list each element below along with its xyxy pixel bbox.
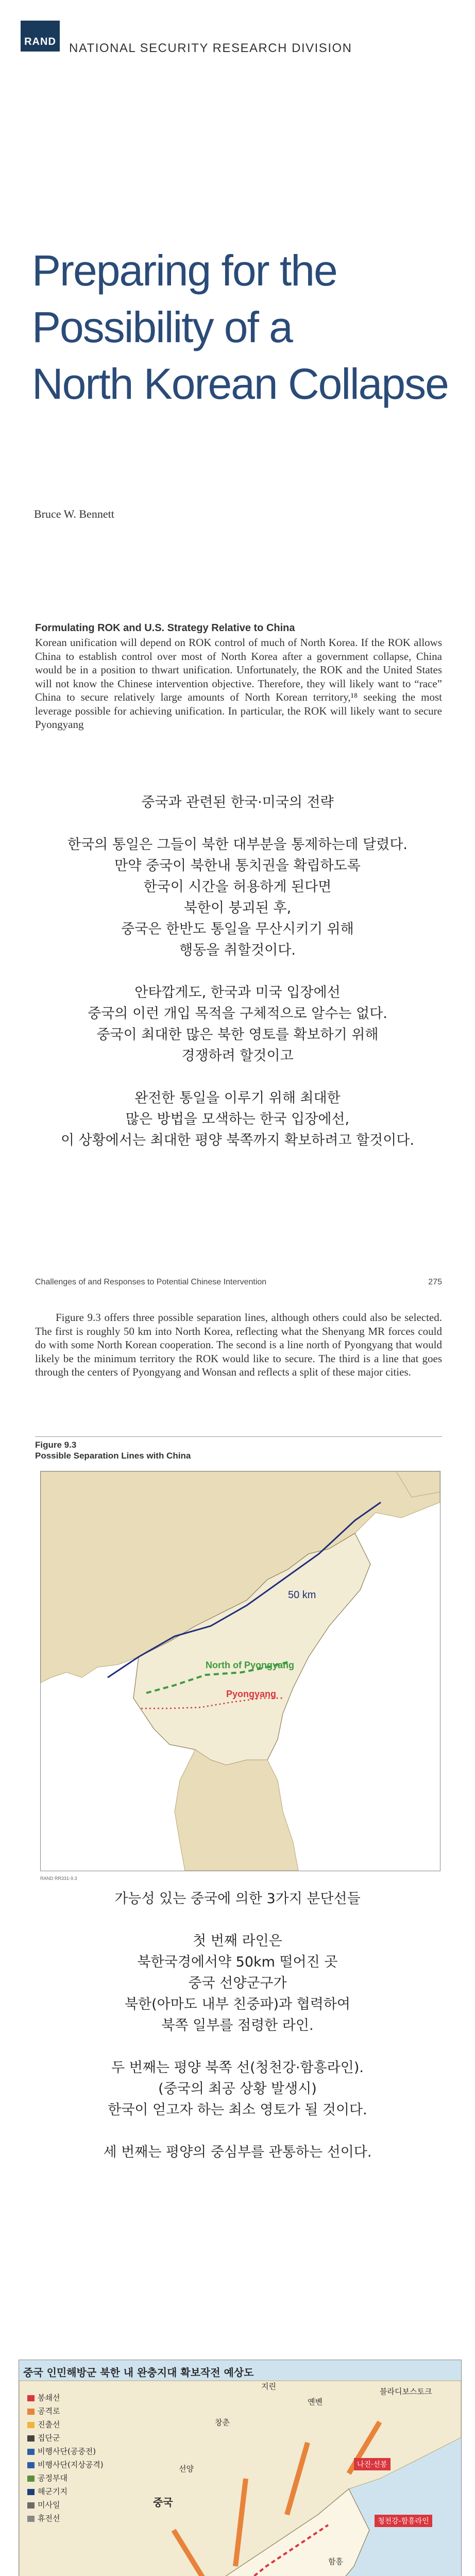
ko1-line: 한국이 시간을 허용하게 된다면 xyxy=(143,879,332,895)
figure-label: Figure 9.3 xyxy=(35,1440,77,1450)
ko1-line: 한국의 통일은 그들이 북한 대부분을 통제하는데 달렸다. xyxy=(67,837,408,853)
label-50km: 50 km xyxy=(288,1589,316,1601)
ko2-line: 세 번째는 평양의 중심부를 관통하는 선이다. xyxy=(103,2144,372,2160)
author: Bruce W. Bennett xyxy=(34,507,114,520)
legend-swatch xyxy=(27,2449,35,2455)
label-pyongyang: Pyongyang xyxy=(226,1689,277,1699)
legend-swatch xyxy=(27,2502,35,2509)
ko1-line: 만약 중국이 북한내 통치권을 확립하도록 xyxy=(114,858,361,874)
label-changchun: 창춘 xyxy=(215,2418,230,2427)
label-rason: 나진·선봉 xyxy=(354,2458,391,2470)
label-china: 중국 xyxy=(153,2496,173,2509)
legend-label: 해군기지 xyxy=(38,2487,67,2496)
report-title xyxy=(32,242,470,412)
excerpt-heading: Formulating ROK and U.S. Strategy Relative to China xyxy=(35,622,295,634)
korean-translation-2 xyxy=(0,1888,475,2163)
legend-swatch xyxy=(27,2409,35,2415)
ko1-line: 중국과 관련된 한국·미국의 전략 xyxy=(141,794,334,810)
ko2-line: 북한국경에서약 50km 떨어진 곳 xyxy=(137,1954,338,1970)
ko1-line xyxy=(0,813,475,834)
label-north-of-pyongyang: North of Pyongyang xyxy=(206,1660,294,1670)
legend-item xyxy=(27,2418,104,2431)
legend-label: 휴전선 xyxy=(38,2514,60,2523)
ko1-line: 완전한 통일을 이루기 위해 최대한 xyxy=(134,1090,341,1106)
legend-item xyxy=(27,2431,104,2445)
legend-label: 비행사단(지상공격) xyxy=(38,2460,104,2469)
legend-swatch xyxy=(27,2435,35,2442)
ko2-line: 가능성 있는 중국에 의한 3가지 분단선들 xyxy=(114,1891,361,1907)
legend-swatch xyxy=(27,2462,35,2468)
legend-swatch xyxy=(27,2422,35,2428)
ko1-line: 북한이 붕괴된 후, xyxy=(183,900,292,916)
pla-map-title: 중국 인민해방군 북한 내 완충지대 확보작전 예상도 xyxy=(23,2366,254,2379)
legend-item xyxy=(27,2512,104,2525)
rand-logo: RAND xyxy=(21,21,60,52)
ko2-line xyxy=(0,1909,475,1930)
label-line-a: 청천강-함흥라인 xyxy=(375,2515,432,2527)
legend-label: 봉쇄선 xyxy=(38,2393,60,2402)
legend-item xyxy=(27,2404,104,2418)
ko2-line: 한국이 얻고자 하는 최소 영토가 될 것이다. xyxy=(108,2102,367,2118)
korean-translation-1 xyxy=(0,792,475,1151)
label-vladivostok: 블라디보스토크 xyxy=(380,2387,432,2396)
legend-swatch xyxy=(27,2489,35,2495)
title-line-3: North Korean Collapse xyxy=(32,360,448,408)
running-head-title: Challenges of and Responses to Potential Chinese Intervention xyxy=(35,1278,267,1286)
ko1-line xyxy=(0,1066,475,1088)
excerpt-paragraph-1: Korean unification will depend on ROK control of much of North Korea. If the ROK allows China to establish control over most of North Korea after a government collapse, China would be in a position to thwart unification. Unfortunately, the ROK and the United States will not know the Chinese intervention objective. Therefore, they will likely want to “race” China to secure relatively large amounts of North Korean territory,¹⁸ seeking the most leverage possible for achieving unification. In particular, the ROK will likely want to secure Pyongyang xyxy=(35,636,442,731)
label-yanbian: 옌볜 xyxy=(308,2397,323,2406)
legend-label: 미사일 xyxy=(38,2500,60,2510)
ko1-line: 중국이 최대한 많은 북한 영토를 확보하기 위해 xyxy=(96,1027,379,1043)
ko1-line: 많은 방법을 모색하는 한국 입장에선, xyxy=(125,1111,350,1127)
ko2-line xyxy=(0,2036,475,2057)
ko2-line: 두 번째는 평양 북쪽 선(청천강·함흥라인). xyxy=(111,2060,364,2076)
running-head xyxy=(35,1278,442,1287)
ko2-line: 북쪽 일부를 점령한 라인. xyxy=(161,2018,314,2033)
ko1-line: 중국의 이런 개입 목적을 구체적으로 알수는 없다. xyxy=(88,1006,387,1022)
report-header xyxy=(0,0,475,62)
title-line-2: Possibility of a xyxy=(32,303,292,351)
ko2-line: (중국의 최공 상황 발생시) xyxy=(158,2081,317,2097)
figure-caption xyxy=(35,1439,191,1461)
legend-item xyxy=(27,2471,104,2485)
ko2-line: 중국 선양군구가 xyxy=(188,1975,287,1991)
ko1-line xyxy=(0,961,475,982)
figure-credit: RAND RR331-9.3 xyxy=(40,1876,77,1881)
figure-rule xyxy=(35,1436,442,1437)
excerpt-paragraph-2: Figure 9.3 offers three possible separation lines, although others could also be selected. The first is roughly 50 km into North Korea, reflecting what the Shenyang MR forces could do with some North Korean cooperation. The second is a line north of Pyongyang that would likely be the minimum territory the ROK would like to secure. The third is a line that goes through the centers of Pyongyang and Wonsan and reflects a split of these major cities. xyxy=(35,1311,442,1378)
page-number: 275 xyxy=(428,1278,442,1286)
separation-lines-map xyxy=(40,1471,440,1871)
ko1-line: 경쟁하려 할것이고 xyxy=(181,1048,294,1064)
legend-swatch xyxy=(27,2516,35,2522)
legend-label: 진출선 xyxy=(38,2420,60,2429)
label-ulsan: 선양 xyxy=(179,2464,194,2473)
pla-buffer-zone-map xyxy=(19,2360,462,2576)
legend-swatch xyxy=(27,2476,35,2482)
legend-label: 비행사단(공중전) xyxy=(38,2447,96,2456)
legend-item xyxy=(27,2485,104,2498)
legend-item xyxy=(27,2445,104,2458)
legend-item xyxy=(27,2458,104,2471)
ko2-line xyxy=(0,2121,475,2142)
ko1-line: 이 상황에서는 최대한 평양 북쪽까지 확보하려고 할것이다. xyxy=(60,1132,415,1148)
legend-item xyxy=(27,2391,104,2404)
ko2-line: 첫 번째 라인은 xyxy=(193,1933,282,1949)
division-name: NATIONAL SECURITY RESEARCH DIVISION xyxy=(69,41,352,55)
title-line-1: Preparing for the xyxy=(32,246,337,295)
legend-label: 공정부대 xyxy=(38,2473,67,2483)
legend-label: 공격로 xyxy=(38,2406,60,2416)
label-jilin: 지린 xyxy=(261,2382,276,2391)
legend-label: 집단군 xyxy=(38,2433,60,2443)
legend-item xyxy=(27,2498,104,2512)
ko1-line: 안타깝게도, 한국과 미국 입장에선 xyxy=(134,985,341,1001)
ko1-line: 중국은 한반도 통일을 무산시키기 위해 xyxy=(121,921,354,937)
legend-swatch xyxy=(27,2395,35,2401)
pla-map-legend xyxy=(27,2391,104,2525)
ko2-line: 북한(아마도 내부 친중파)과 협력하여 xyxy=(124,1996,351,2012)
label-hamheung: 함흥 xyxy=(328,2557,343,2566)
figure-title: Possible Separation Lines with China xyxy=(35,1451,191,1461)
ko1-line: 행동을 취할것이다. xyxy=(179,942,296,958)
